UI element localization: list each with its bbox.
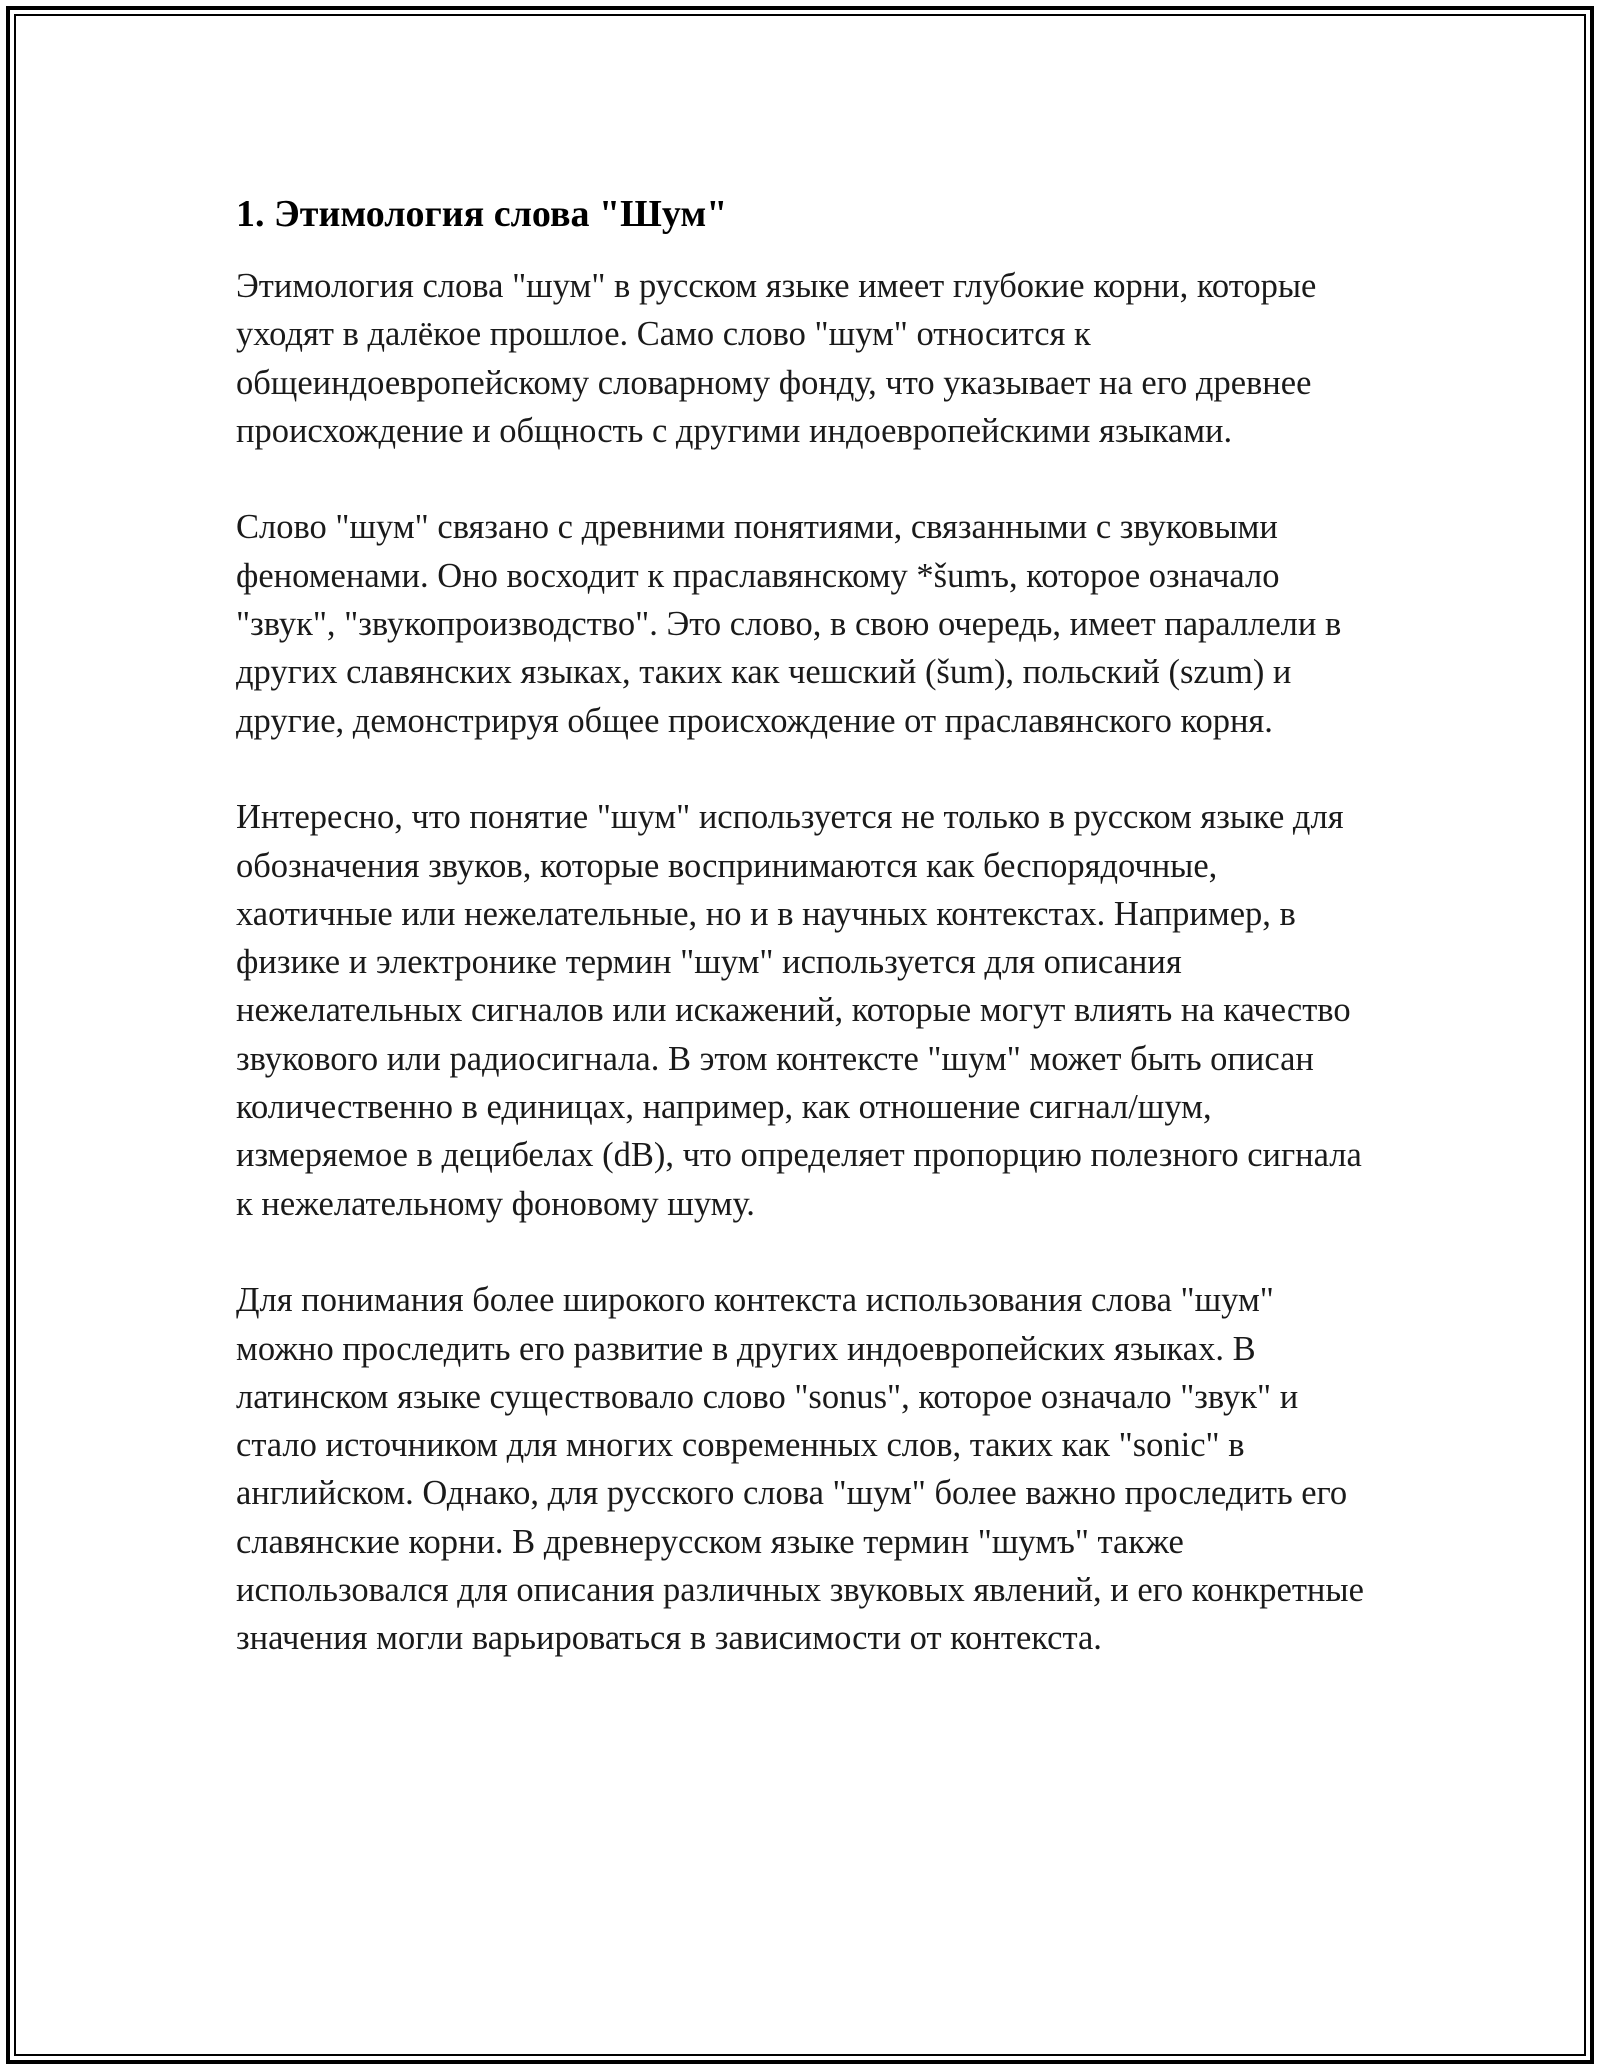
paragraph-2: Слово "шум" связано с древними понятиями, связанными с звуковыми феноменами. Оно восходит к праславянскому *šumъ, которое означало "звук", "звукопроизводство". Это слово, в свою очередь, имеет параллели в других славянских языках, таких как чешский (šum), польский (szum) и другие, демонстрируя общее происхождение от праславянского корня. <box>236 508 1342 740</box>
paragraph-1: Этимология слова "шум" в русском языке имеет глубокие корни, которые уходят в далёкое прошлое. Само слово "шум" относится к общеиндоевропейскому словарному фонду, что указывает на его древнее происхождение и общность с другими индоевропейскими языками. <box>236 267 1317 450</box>
paragraph-4: Для понимания более широкого контекста использования слова "шум" можно проследить его развитие в других индоевропейских языках. В латинском языке существовало слово "sonus", которое означало "звук" и стало источником для многих современных слов, таких как "sonic" в английском. Однако, для русского слова "шум" более важно проследить его славянские корни. В древнерусском языке термин "шумъ" также использовался для описания различных звуковых явлений, и его конкретные значения могли варьироваться в зависимости от контекста. <box>236 1281 1364 1658</box>
section-heading: 1. Этимология слова "Шум" <box>236 193 728 235</box>
paragraph-3: Интересно, что понятие "шум" используется не только в русском языке для обозначения звуков, которые воспринимаются как беспорядочные, хаотичные или нежелательные, но и в научных контекстах. Например, в физике и электронике термин "шум" используется для описания нежелательных сигналов или искажений, которые могут влиять на качество звукового или радиосигнала. В этом контексте "шум" может быть описан количественно в единицах, например, как отношение сигнал/шум, измеряемое в децибелах (dB), что определяет пропорцию полезного сигнала к нежелательному фоновому шуму. <box>236 798 1362 1223</box>
document-body <box>236 190 1376 1711</box>
